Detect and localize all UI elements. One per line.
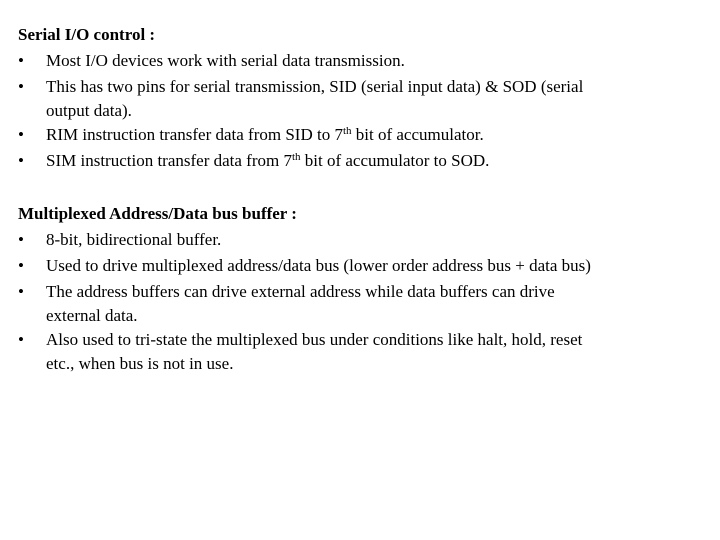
list-item xyxy=(18,227,708,253)
serial-io-heading: Serial I/O control : xyxy=(18,25,156,44)
list-item xyxy=(18,122,708,148)
serial-io-list xyxy=(18,48,708,174)
bullet-text-line2: output data). xyxy=(46,101,132,120)
bullet-icon: • xyxy=(18,256,24,275)
bullet-text-line1: This has two pins for serial transmission, SID (serial input data) & SOD (serial xyxy=(46,77,584,96)
slide-content xyxy=(18,22,708,375)
bullet-text-post: bit of accumulator. xyxy=(351,125,484,144)
bullet-icon: • xyxy=(18,51,24,70)
bullet-text: Used to drive multiplexed address/data bus (lower order address bus + data bus) xyxy=(46,256,591,275)
list-item xyxy=(18,327,708,375)
bullet-text-post: bit of accumulator to SOD. xyxy=(300,151,490,170)
list-item xyxy=(18,253,708,279)
bullet-text-pre: SIM instruction transfer data from 7 xyxy=(46,151,292,170)
bullet-text-line2: external data. xyxy=(46,306,138,325)
bullet-icon: • xyxy=(18,282,24,301)
bullet-icon: • xyxy=(18,77,24,96)
list-item xyxy=(18,279,708,327)
list-item xyxy=(18,148,708,174)
bullet-icon: • xyxy=(18,230,24,249)
bullet-text-pre: RIM instruction transfer data from SID to 7 xyxy=(46,125,343,144)
bullet-text: Most I/O devices work with serial data transmission. xyxy=(46,51,405,70)
mux-bus-section xyxy=(18,201,708,375)
bullet-icon: • xyxy=(18,151,24,170)
bullet-text: 8-bit, bidirectional buffer. xyxy=(46,230,222,249)
mux-bus-list xyxy=(18,227,708,375)
bullet-text-line1: The address buffers can drive external address while data buffers can drive xyxy=(46,282,555,301)
bullet-icon: • xyxy=(18,125,24,144)
bullet-text-line1: Also used to tri-state the multiplexed bus under conditions like halt, hold, reset xyxy=(46,330,583,349)
superscript-ordinal: th xyxy=(342,125,352,137)
mux-bus-heading: Multiplexed Address/Data bus buffer : xyxy=(18,204,297,223)
superscript-ordinal: th xyxy=(291,151,301,163)
serial-io-section xyxy=(18,22,708,174)
bullet-text-line2: etc., when bus is not in use. xyxy=(46,354,234,373)
list-item xyxy=(18,48,708,74)
list-item xyxy=(18,74,708,122)
bullet-icon: • xyxy=(18,330,24,349)
